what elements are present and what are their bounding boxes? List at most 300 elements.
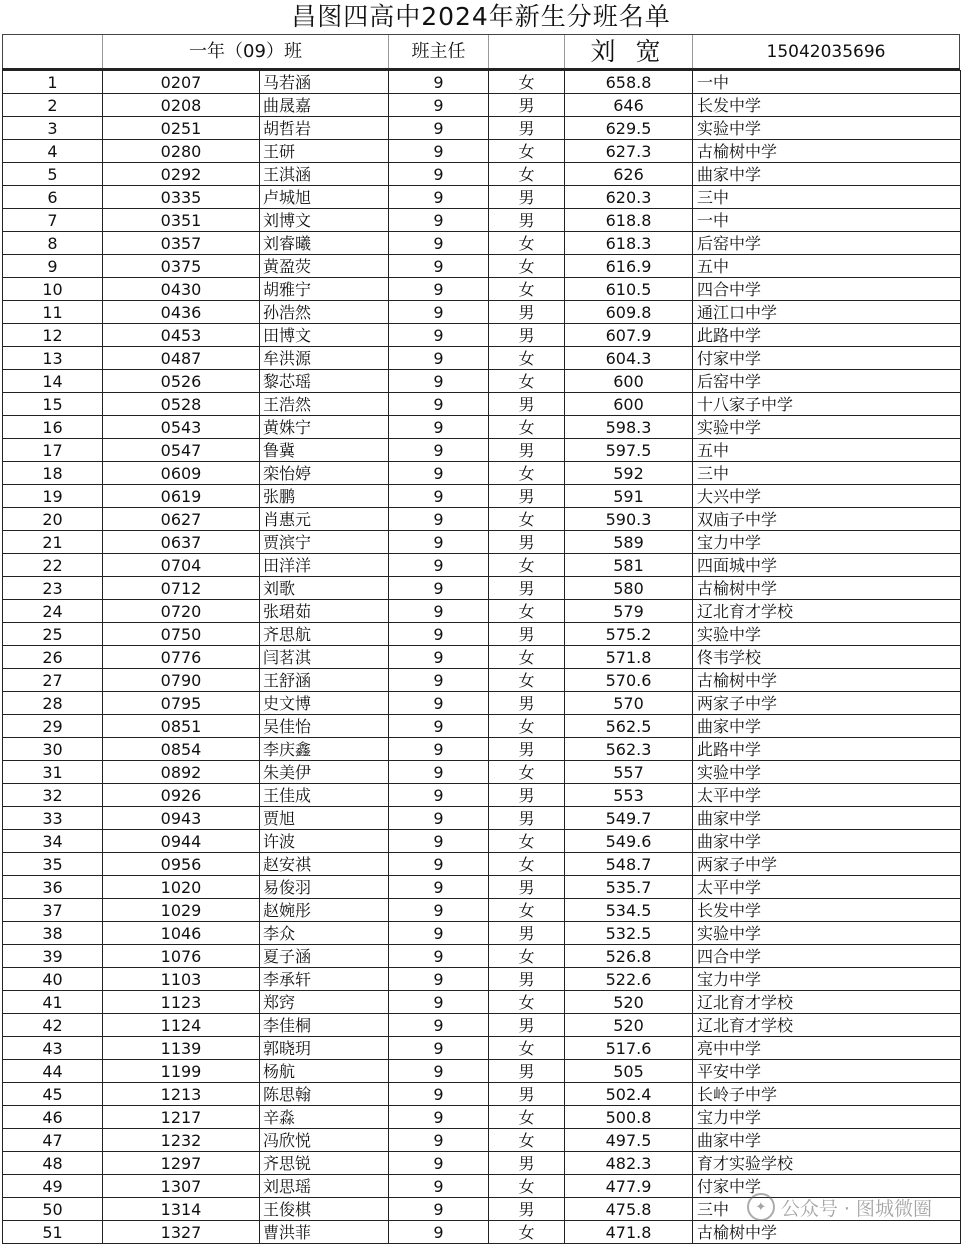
gender: 女 — [489, 278, 565, 301]
previous-school: 双庙子中学 — [693, 508, 961, 531]
student-number: 1123 — [103, 991, 260, 1014]
student-number: 0637 — [103, 531, 260, 554]
gender: 女 — [489, 370, 565, 393]
row-index: 11 — [3, 301, 103, 324]
teacher-label: 班主任 — [388, 35, 488, 68]
class-number: 9 — [389, 439, 489, 462]
previous-school: 四合中学 — [693, 278, 961, 301]
table-row — [3, 278, 961, 301]
student-number: 1124 — [103, 1014, 260, 1037]
class-number: 9 — [389, 485, 489, 508]
score: 575.2 — [565, 623, 693, 646]
score: 591 — [565, 485, 693, 508]
previous-school: 一中 — [693, 71, 961, 94]
class-number: 9 — [389, 370, 489, 393]
student-number: 0854 — [103, 738, 260, 761]
gender: 男 — [489, 784, 565, 807]
table-row — [3, 186, 961, 209]
gender: 男 — [489, 922, 565, 945]
score: 502.4 — [565, 1083, 693, 1106]
student-number: 0207 — [103, 71, 260, 94]
previous-school: 宝力中学 — [693, 1106, 961, 1129]
student-name: 齐思锐 — [260, 1152, 389, 1175]
score: 549.7 — [565, 807, 693, 830]
student-name: 易俊羽 — [260, 876, 389, 899]
student-number: 0357 — [103, 232, 260, 255]
table-row — [3, 784, 961, 807]
previous-school: 古榆树中学 — [693, 140, 961, 163]
student-number: 0251 — [103, 117, 260, 140]
table-row — [3, 1037, 961, 1060]
class-number: 9 — [389, 232, 489, 255]
table-row — [3, 462, 961, 485]
gender: 女 — [489, 600, 565, 623]
class-number: 9 — [389, 1060, 489, 1083]
previous-school: 两家子中学 — [693, 853, 961, 876]
class-number: 9 — [389, 117, 489, 140]
student-number: 0795 — [103, 692, 260, 715]
student-name: 夏子涵 — [260, 945, 389, 968]
gender: 女 — [489, 1175, 565, 1198]
student-name: 王淇涵 — [260, 163, 389, 186]
student-name: 马若涵 — [260, 71, 389, 94]
student-number: 0547 — [103, 439, 260, 462]
previous-school: 平安中学 — [693, 1060, 961, 1083]
gender: 女 — [489, 853, 565, 876]
student-name: 李众 — [260, 922, 389, 945]
row-index: 21 — [3, 531, 103, 554]
gender: 女 — [489, 232, 565, 255]
student-number: 0430 — [103, 278, 260, 301]
student-table — [2, 70, 961, 1244]
score: 570 — [565, 692, 693, 715]
previous-school: 辽北育才学校 — [693, 1014, 961, 1037]
table-row — [3, 347, 961, 370]
row-index: 7 — [3, 209, 103, 232]
header-blank — [2, 35, 102, 68]
student-number: 1076 — [103, 945, 260, 968]
student-name: 史文博 — [260, 692, 389, 715]
class-number: 9 — [389, 807, 489, 830]
class-number: 9 — [389, 1152, 489, 1175]
gender: 女 — [489, 715, 565, 738]
row-index: 34 — [3, 830, 103, 853]
student-number: 0790 — [103, 669, 260, 692]
row-index: 20 — [3, 508, 103, 531]
student-name: 卢城旭 — [260, 186, 389, 209]
class-header — [2, 34, 960, 70]
previous-school: 一中 — [693, 209, 961, 232]
student-number: 0526 — [103, 370, 260, 393]
student-name: 刘睿曦 — [260, 232, 389, 255]
previous-school: 亮中中学 — [693, 1037, 961, 1060]
student-name: 李佳桐 — [260, 1014, 389, 1037]
score: 592 — [565, 462, 693, 485]
row-index: 17 — [3, 439, 103, 462]
table-row — [3, 945, 961, 968]
row-index: 8 — [3, 232, 103, 255]
row-index: 23 — [3, 577, 103, 600]
score: 534.5 — [565, 899, 693, 922]
previous-school: 古榆树中学 — [693, 669, 961, 692]
gender: 女 — [489, 830, 565, 853]
student-number: 0375 — [103, 255, 260, 278]
gender: 男 — [489, 807, 565, 830]
student-name: 贾旭 — [260, 807, 389, 830]
student-name: 闫茗淇 — [260, 646, 389, 669]
previous-school: 四面城中学 — [693, 554, 961, 577]
row-index: 13 — [3, 347, 103, 370]
student-name: 曲晟嘉 — [260, 94, 389, 117]
score: 597.5 — [565, 439, 693, 462]
gender: 女 — [489, 462, 565, 485]
class-number: 9 — [389, 715, 489, 738]
table-row — [3, 1152, 961, 1175]
class-number: 9 — [389, 94, 489, 117]
row-index: 38 — [3, 922, 103, 945]
gender: 男 — [489, 186, 565, 209]
previous-school: 古榆树中学 — [693, 1221, 961, 1244]
gender: 女 — [489, 669, 565, 692]
table-row — [3, 922, 961, 945]
score: 620.3 — [565, 186, 693, 209]
student-number: 0528 — [103, 393, 260, 416]
student-name: 肖惠元 — [260, 508, 389, 531]
gender: 男 — [489, 94, 565, 117]
previous-school: 实验中学 — [693, 922, 961, 945]
gender: 男 — [489, 393, 565, 416]
table-row — [3, 370, 961, 393]
row-index: 37 — [3, 899, 103, 922]
table-row — [3, 485, 961, 508]
gender: 女 — [489, 71, 565, 94]
student-name: 曹洪菲 — [260, 1221, 389, 1244]
previous-school: 宝力中学 — [693, 531, 961, 554]
score: 609.8 — [565, 301, 693, 324]
table-row — [3, 255, 961, 278]
previous-school: 太平中学 — [693, 876, 961, 899]
student-name: 王研 — [260, 140, 389, 163]
previous-school: 古榆树中学 — [693, 577, 961, 600]
table-row — [3, 807, 961, 830]
row-index: 4 — [3, 140, 103, 163]
score: 471.8 — [565, 1221, 693, 1244]
student-number: 0750 — [103, 623, 260, 646]
previous-school: 长发中学 — [693, 94, 961, 117]
table-row — [3, 738, 961, 761]
gender: 女 — [489, 761, 565, 784]
class-number: 9 — [389, 554, 489, 577]
student-name: 王佳成 — [260, 784, 389, 807]
student-name: 王浩然 — [260, 393, 389, 416]
previous-school: 十八家子中学 — [693, 393, 961, 416]
class-number: 9 — [389, 922, 489, 945]
row-index: 47 — [3, 1129, 103, 1152]
row-index: 19 — [3, 485, 103, 508]
score: 626 — [565, 163, 693, 186]
student-number: 1297 — [103, 1152, 260, 1175]
gender: 男 — [489, 324, 565, 347]
table-row — [3, 623, 961, 646]
score: 646 — [565, 94, 693, 117]
student-number: 0776 — [103, 646, 260, 669]
score: 553 — [565, 784, 693, 807]
row-index: 30 — [3, 738, 103, 761]
class-number: 9 — [389, 1037, 489, 1060]
previous-school: 三中 — [693, 186, 961, 209]
previous-school: 后窑中学 — [693, 370, 961, 393]
student-number: 1213 — [103, 1083, 260, 1106]
table-row — [3, 1198, 961, 1221]
student-name: 李庆鑫 — [260, 738, 389, 761]
row-index: 6 — [3, 186, 103, 209]
teacher-name: 刘 宽 — [564, 35, 692, 68]
class-number: 9 — [389, 738, 489, 761]
gender: 女 — [489, 347, 565, 370]
class-number: 9 — [389, 324, 489, 347]
class-number: 9 — [389, 163, 489, 186]
score: 618.3 — [565, 232, 693, 255]
previous-school: 育才实验学校 — [693, 1152, 961, 1175]
score: 475.8 — [565, 1198, 693, 1221]
previous-school: 三中 — [693, 1198, 961, 1221]
previous-school: 曲家中学 — [693, 830, 961, 853]
table-row — [3, 830, 961, 853]
student-number: 0720 — [103, 600, 260, 623]
student-number: 0609 — [103, 462, 260, 485]
student-number: 0453 — [103, 324, 260, 347]
score: 598.3 — [565, 416, 693, 439]
student-number: 0943 — [103, 807, 260, 830]
class-number: 9 — [389, 577, 489, 600]
table-row — [3, 117, 961, 140]
score: 482.3 — [565, 1152, 693, 1175]
gender: 女 — [489, 255, 565, 278]
previous-school: 实验中学 — [693, 117, 961, 140]
score: 580 — [565, 577, 693, 600]
class-number: 9 — [389, 416, 489, 439]
row-index: 14 — [3, 370, 103, 393]
student-name: 黄盈荧 — [260, 255, 389, 278]
table-row — [3, 554, 961, 577]
score: 629.5 — [565, 117, 693, 140]
row-index: 1 — [3, 71, 103, 94]
previous-school: 实验中学 — [693, 761, 961, 784]
row-index: 26 — [3, 646, 103, 669]
class-number: 9 — [389, 186, 489, 209]
student-number: 1327 — [103, 1221, 260, 1244]
previous-school: 后窑中学 — [693, 232, 961, 255]
student-name: 张鹏 — [260, 485, 389, 508]
score: 616.9 — [565, 255, 693, 278]
student-number: 0351 — [103, 209, 260, 232]
class-number: 9 — [389, 1221, 489, 1244]
student-number: 0619 — [103, 485, 260, 508]
gender: 男 — [489, 485, 565, 508]
previous-school: 实验中学 — [693, 416, 961, 439]
student-number: 0712 — [103, 577, 260, 600]
previous-school: 四合中学 — [693, 945, 961, 968]
class-number: 9 — [389, 1198, 489, 1221]
gender: 男 — [489, 1083, 565, 1106]
table-row — [3, 71, 961, 94]
student-name: 朱美伊 — [260, 761, 389, 784]
student-name: 郑窍 — [260, 991, 389, 1014]
page-title: 昌图四高中2024年新生分班名单 — [291, 2, 671, 31]
row-index: 5 — [3, 163, 103, 186]
student-number: 0627 — [103, 508, 260, 531]
student-name: 田博文 — [260, 324, 389, 347]
class-number: 9 — [389, 600, 489, 623]
row-index: 10 — [3, 278, 103, 301]
gender: 男 — [489, 1152, 565, 1175]
gender: 男 — [489, 876, 565, 899]
class-number: 9 — [389, 209, 489, 232]
gender: 男 — [489, 301, 565, 324]
row-index: 28 — [3, 692, 103, 715]
class-number: 9 — [389, 692, 489, 715]
gender: 男 — [489, 1198, 565, 1221]
row-index: 39 — [3, 945, 103, 968]
previous-school: 通江口中学 — [693, 301, 961, 324]
gender: 女 — [489, 646, 565, 669]
table-row — [3, 853, 961, 876]
gender: 男 — [489, 531, 565, 554]
row-index: 25 — [3, 623, 103, 646]
previous-school: 两家子中学 — [693, 692, 961, 715]
score: 562.5 — [565, 715, 693, 738]
table-row — [3, 209, 961, 232]
previous-school: 此路中学 — [693, 324, 961, 347]
student-name: 许波 — [260, 830, 389, 853]
gender: 男 — [489, 738, 565, 761]
table-row — [3, 1106, 961, 1129]
table-row — [3, 600, 961, 623]
score: 604.3 — [565, 347, 693, 370]
class-number: 9 — [389, 784, 489, 807]
student-number: 0335 — [103, 186, 260, 209]
student-name: 李承轩 — [260, 968, 389, 991]
table-row — [3, 968, 961, 991]
score: 477.9 — [565, 1175, 693, 1198]
score: 535.7 — [565, 876, 693, 899]
row-index: 50 — [3, 1198, 103, 1221]
table-row — [3, 876, 961, 899]
student-number: 0487 — [103, 347, 260, 370]
class-number: 9 — [389, 669, 489, 692]
row-index: 44 — [3, 1060, 103, 1083]
score: 618.8 — [565, 209, 693, 232]
student-name: 栾怡婷 — [260, 462, 389, 485]
class-number: 9 — [389, 462, 489, 485]
student-name: 贾滨宁 — [260, 531, 389, 554]
score: 627.3 — [565, 140, 693, 163]
gender: 女 — [489, 1129, 565, 1152]
table-row — [3, 1060, 961, 1083]
row-index: 29 — [3, 715, 103, 738]
table-row — [3, 1175, 961, 1198]
gender: 女 — [489, 1221, 565, 1244]
score: 532.5 — [565, 922, 693, 945]
class-number: 9 — [389, 508, 489, 531]
student-number: 1314 — [103, 1198, 260, 1221]
row-index: 3 — [3, 117, 103, 140]
previous-school: 曲家中学 — [693, 715, 961, 738]
student-name: 胡雅宁 — [260, 278, 389, 301]
class-number: 9 — [389, 347, 489, 370]
student-name: 杨航 — [260, 1060, 389, 1083]
student-number: 0851 — [103, 715, 260, 738]
student-number: 0926 — [103, 784, 260, 807]
score: 522.6 — [565, 968, 693, 991]
class-number: 9 — [389, 71, 489, 94]
student-number: 0543 — [103, 416, 260, 439]
score: 600 — [565, 370, 693, 393]
class-number: 9 — [389, 255, 489, 278]
row-index: 18 — [3, 462, 103, 485]
student-name: 牟洪源 — [260, 347, 389, 370]
table-row — [3, 232, 961, 255]
previous-school: 大兴中学 — [693, 485, 961, 508]
student-number: 1217 — [103, 1106, 260, 1129]
class-number: 9 — [389, 968, 489, 991]
student-number: 1046 — [103, 922, 260, 945]
table-row — [3, 1083, 961, 1106]
score: 520 — [565, 1014, 693, 1037]
gender: 男 — [489, 439, 565, 462]
student-name: 刘歌 — [260, 577, 389, 600]
student-name: 郭晓玥 — [260, 1037, 389, 1060]
student-name: 冯欣悦 — [260, 1129, 389, 1152]
gender: 女 — [489, 554, 565, 577]
header-blank-2 — [488, 35, 564, 68]
previous-school: 付家中学 — [693, 1175, 961, 1198]
row-index: 27 — [3, 669, 103, 692]
table-row — [3, 1221, 961, 1244]
row-index: 35 — [3, 853, 103, 876]
previous-school: 五中 — [693, 439, 961, 462]
student-number: 1139 — [103, 1037, 260, 1060]
student-name: 刘思瑶 — [260, 1175, 389, 1198]
gender: 女 — [489, 140, 565, 163]
previous-school: 宝力中学 — [693, 968, 961, 991]
class-number: 9 — [389, 646, 489, 669]
class-number: 9 — [389, 899, 489, 922]
table-row — [3, 646, 961, 669]
table-row — [3, 692, 961, 715]
watermark-text: 公众号 · 图城微圈 — [780, 1197, 932, 1220]
score: 526.8 — [565, 945, 693, 968]
row-index: 45 — [3, 1083, 103, 1106]
student-name: 赵安祺 — [260, 853, 389, 876]
row-index: 22 — [3, 554, 103, 577]
row-index: 46 — [3, 1106, 103, 1129]
row-index: 36 — [3, 876, 103, 899]
gender: 女 — [489, 945, 565, 968]
class-number: 9 — [389, 761, 489, 784]
gender: 男 — [489, 117, 565, 140]
student-number: 0944 — [103, 830, 260, 853]
previous-school: 曲家中学 — [693, 1129, 961, 1152]
row-index: 24 — [3, 600, 103, 623]
gender: 女 — [489, 991, 565, 1014]
score: 549.6 — [565, 830, 693, 853]
wechat-icon: ✦ — [747, 1193, 775, 1221]
score: 570.6 — [565, 669, 693, 692]
table-row — [3, 416, 961, 439]
class-number: 9 — [389, 531, 489, 554]
table-row — [3, 899, 961, 922]
